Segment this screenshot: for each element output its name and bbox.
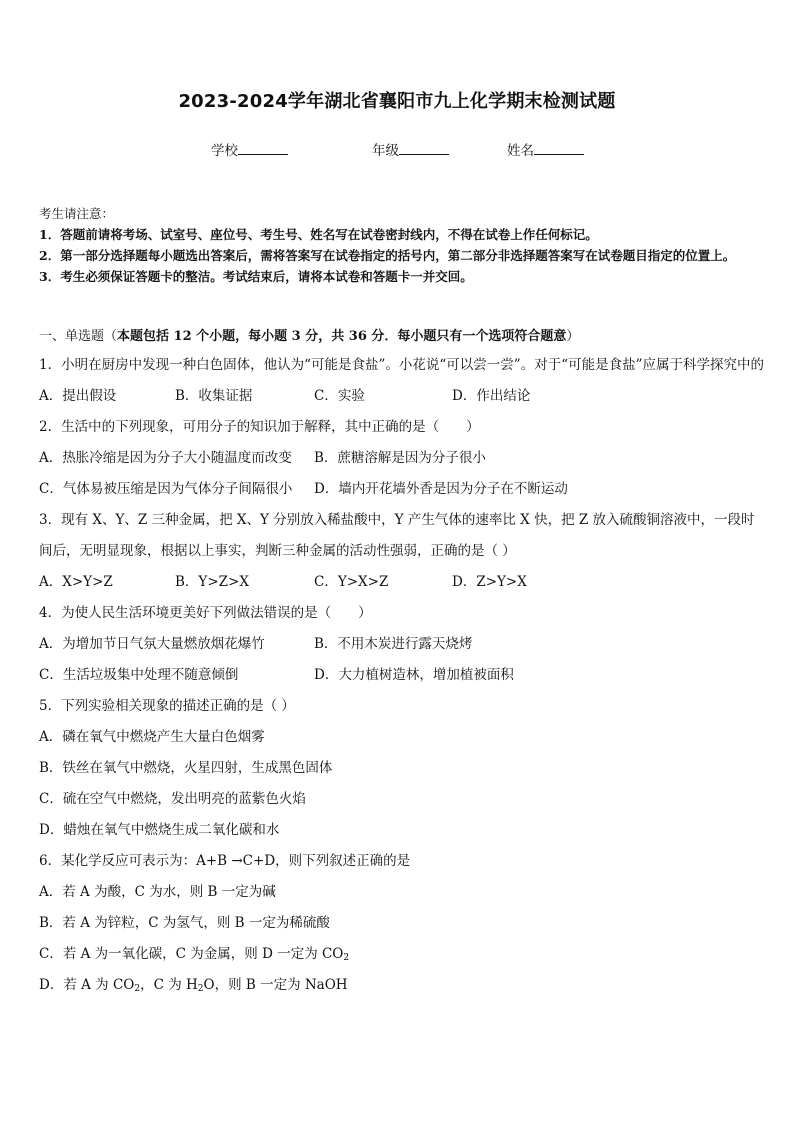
q6-option-c-text: C．若 A 为一氧化碳，C 为金属，则 D 一定为 CO (39, 946, 344, 962)
question-4-options-row1 (39, 629, 764, 660)
q1-option-d[interactable]: D．作出结论 (452, 388, 531, 404)
q2-option-a[interactable]: A．热胀冷缩是因为分子大小随温度而改变 (39, 450, 292, 466)
co2-subscript-d: 2 (134, 984, 141, 994)
section-heading (39, 324, 764, 350)
q5-option-a[interactable]: A．磷在氧气中燃烧产生大量白色烟雾 (39, 729, 265, 745)
grade-blank[interactable] (399, 140, 449, 155)
school-blank[interactable] (238, 140, 288, 155)
q2-option-b[interactable]: B．蔗糖溶解是因为分子很小 (314, 450, 486, 466)
q4-option-c[interactable]: C．生活垃圾集中处理不随意倾倒 (39, 667, 239, 683)
q3-option-a[interactable]: A．X>Y>Z (39, 574, 113, 590)
question-3-options (39, 567, 764, 598)
question-list (39, 324, 764, 1001)
question-4-stem: 4．为使人民生活环境更美好下列做法错误的是（ ） (39, 605, 372, 621)
q1-option-c[interactable]: C．实验 (314, 388, 365, 404)
section-rules: 本题包括 12 个小题，每小题 3 分，共 36 分．每小题只有一个选项符合题意 (117, 329, 567, 344)
question-1-stem: 1．小明在厨房中发现一种白色固体，他认为“可能是食盐”。小花说“可以尝一尝”。对于“可能是食盐”应属于科学探究中的 (39, 357, 764, 373)
question-2-options-row1 (39, 443, 764, 474)
q6-option-d-comma: ， (140, 977, 154, 993)
question-5-stem: 5．下列实验相关现象的描述正确的是（ ） (39, 698, 295, 714)
q6-option-d-text-2: C 为 H (153, 977, 198, 993)
grade-label: 年级 (372, 143, 399, 159)
q6-option-d[interactable] (39, 970, 764, 1001)
section-prefix: 一、单选题（ (39, 329, 118, 344)
exam-notice (39, 203, 759, 287)
q5-option-d[interactable]: D．蜡烛在氧气中燃烧生成二氧化碳和水 (39, 822, 280, 838)
q6-option-c[interactable] (39, 939, 764, 970)
q2-option-d[interactable]: D．墙内开花墙外香是因为分子在不断运动 (314, 481, 568, 497)
co2-subscript: 2 (343, 953, 350, 963)
school-label: 学校 (211, 143, 238, 159)
q3-option-c[interactable]: C．Y>X>Z (314, 574, 389, 590)
notice-item-1: 1．答题前请将考场、试室号、座位号、考生号、姓名写在试卷密封线内，不得在试卷上作任何标记。 (39, 227, 598, 242)
grade-field[interactable] (372, 139, 449, 159)
q4-option-d[interactable]: D．大力植树造林，增加植被面积 (314, 667, 514, 683)
question-3-stem: 3．现有 X、Y、Z 三种金属，把 X、Y 分别放入稀盐酸中，Y 产生气体的速率比 X 快，把 Z 放入硫酸铜溶液中，一段时间后，无明显现象，根据以上事实，判断三种金属的活动性强弱，正确的是（ ） (39, 512, 755, 559)
name-field[interactable] (507, 139, 584, 159)
h2o-subscript: 2 (197, 984, 204, 994)
name-blank[interactable] (534, 140, 584, 155)
question-1-options (39, 381, 764, 412)
q6-option-b[interactable]: B．若 A 为锌粒，C 为氢气，则 B 一定为稀硫酸 (39, 915, 330, 931)
question-2-options-row2 (39, 474, 764, 505)
q2-option-c[interactable]: C．气体易被压缩是因为气体分子间隔很小 (39, 481, 293, 497)
q4-option-b[interactable]: B．不用木炭进行露天烧烤 (314, 636, 473, 652)
q6-option-d-text-3: O，则 B 一定为 NaOH (203, 977, 348, 993)
q3-option-b[interactable]: B．Y>Z>X (175, 574, 249, 590)
student-info-fields (0, 139, 794, 161)
section-suffix: ） (566, 329, 580, 344)
question-4-options-row2 (39, 660, 764, 691)
q5-option-c[interactable]: C．硫在空气中燃烧，发出明亮的蓝紫色火焰 (39, 791, 306, 807)
q1-option-b[interactable]: B．收集证据 (175, 388, 253, 404)
exam-title: 2023-2024学年湖北省襄阳市九上化学期末检测试题 (178, 91, 616, 112)
notice-item-3: 3．考生必须保证答题卡的整洁。考试结束后，请将本试卷和答题卡一并交回。 (39, 269, 473, 284)
q4-option-a[interactable]: A．为增加节日气氛大量燃放烟花爆竹 (39, 636, 265, 652)
question-6-stem: 6．某化学反应可表示为：A+B →C+D，则下列叙述正确的是 (39, 853, 411, 869)
name-label: 姓名 (507, 143, 534, 159)
q6-option-a[interactable]: A．若 A 为酸，C 为水，则 B 一定为碱 (39, 884, 276, 900)
q5-option-b[interactable]: B．铁丝在氧气中燃烧，火星四射，生成黑色固体 (39, 760, 333, 776)
notice-item-2: 2．第一部分选择题每小题选出答案后，需将答案写在试卷指定的括号内，第二部分非选择题答案写在试卷题目指定的位置上。 (39, 248, 736, 263)
q1-option-a[interactable]: A．提出假设 (39, 388, 117, 404)
q6-option-d-text-1: D．若 A 为 CO (39, 977, 135, 993)
q3-option-d[interactable]: D．Z>Y>X (452, 574, 527, 590)
question-2-stem: 2．生活中的下列现象，可用分子的知识加于解释，其中正确的是（ ） (39, 419, 480, 435)
notice-heading: 考生请注意： (39, 206, 115, 221)
school-field[interactable] (211, 139, 288, 159)
